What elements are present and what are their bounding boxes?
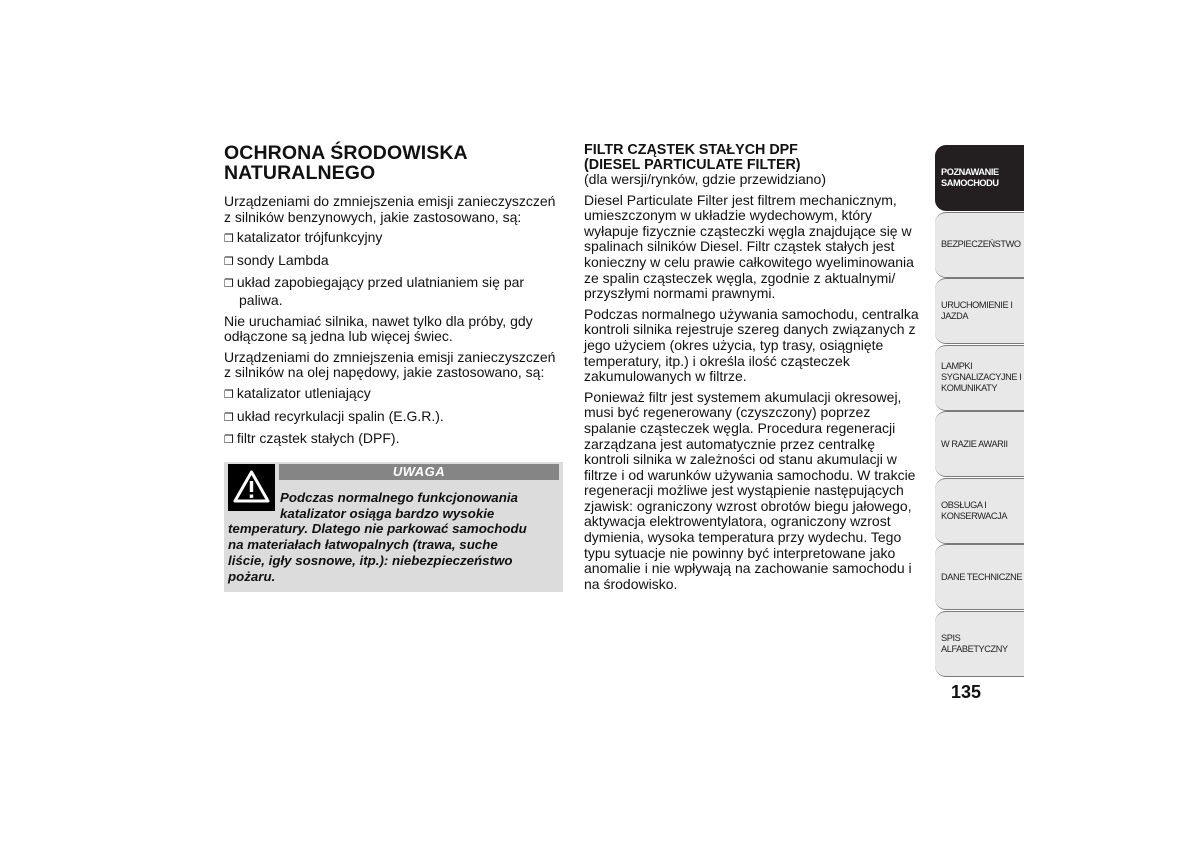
tab-poznawanie-samochodu[interactable]: POZNAWANIE SAMOCHODU bbox=[935, 145, 1024, 211]
warning-header: UWAGA bbox=[279, 464, 559, 480]
list-item: ❒ katalizator trójfunkcyjny bbox=[224, 229, 383, 246]
checkbox-bullet-icon: ❒ bbox=[224, 388, 234, 401]
tab-dane-techniczne[interactable]: DANE TECHNICZNE bbox=[935, 544, 1024, 610]
diesel-list bbox=[224, 386, 564, 449]
tab-lampki-sygnalizacyjne[interactable]: LAMPKI SYGNALIZACYJNE I KOMUNIKATY bbox=[935, 345, 1024, 411]
section-title-dpf: FILTR CZĄSTEK STAŁYCH DPF (DIESEL PARTICULATE FILTER) bbox=[584, 142, 801, 173]
tab-w-razie-awarii[interactable]: W RAZIE AWARII bbox=[935, 411, 1024, 477]
page-number: 135 bbox=[951, 682, 982, 702]
tab-bezpieczenstwo[interactable]: BEZPIECZEŃSTWO bbox=[935, 212, 1024, 278]
warning-box bbox=[224, 462, 563, 592]
section-title-environment: OCHRONA ŚRODOWISKA NATURALNEGO bbox=[224, 142, 468, 184]
intro-petrol: Urządzeniami do zmniejszenia emisji zanieczyszczeń z silników benzynowych, jakie zastosowano, są: bbox=[224, 193, 556, 225]
checkbox-bullet-icon: ❒ bbox=[224, 434, 234, 447]
checkbox-bullet-icon: ❒ bbox=[224, 278, 234, 291]
dpf-paragraph: Podczas normalnego używania samochodu, centralka kontroli silnika rejestruje szereg danych związanych z jego użyciem (okres użycia, typ trasy, osiągnięte temperatury, itp.) i określa ilość cząsteczek zakumulowanych w filtrze. bbox=[584, 305, 919, 385]
chapter-tabs bbox=[935, 145, 1024, 677]
warning-text: Podczas normalnego funkcjonowania katalizator osiąga bardzo wysokie temperatury. Dlatego nie parkować samochodu na materiałach łatwopalnych (trawa, suche liście, igły sosnowe, itp.): niebezpieczeństwo pożaru. bbox=[228, 490, 527, 584]
intro-diesel: Urządzeniami do zmniejszenia emisji zanieczyszczeń z silników na olej napędowy, jakie zastosowano, są: bbox=[224, 348, 556, 381]
list-item: ❒ układ recyrkulacji spalin (E.G.R.). bbox=[224, 407, 444, 424]
dpf-paragraph: Ponieważ filtr jest systemem akumulacji okresowej, musi być regenerowany (czyszczony) poprzez spalanie cząsteczek węgla. Procedura regeneracji zarządzana jest automatycznie przez centralkę kontroli silnika w zależności od stanu akumulacji w filtrze i od warunków używania samochodu. W trakcie regeneracji możliwe jest wystąpienie następujących zjawisk: ograniczony wzrost obrotów biegu jałowego, aktywacja elektrowentylatora, ograniczony wzrost dymienia, wysoka temperatura przy wydechu. Tego typu sytuacje nie powinny być interpretowane jako anomalie i nie wpływają na zachowanie samochodu i na środowisko. bbox=[584, 388, 916, 592]
tab-obsluga-i-konserwacja[interactable]: OBSŁUGA I KONSERWACJA bbox=[935, 478, 1024, 544]
petrol-list bbox=[224, 230, 564, 308]
spark-plug-note: Nie uruchamiać silnika, nawet tylko dla próby, gdy odłączone są jedna lub więcej świec. bbox=[224, 312, 533, 345]
tab-uruchomienie-i-jazda[interactable]: URUCHOMIENIE I JAZDA bbox=[935, 278, 1024, 344]
checkbox-bullet-icon: ❒ bbox=[224, 233, 234, 246]
right-column bbox=[584, 143, 924, 597]
checkbox-bullet-icon: ❒ bbox=[224, 255, 234, 268]
checkbox-bullet-icon: ❒ bbox=[224, 411, 234, 424]
list-item: ❒ układ zapobiegający przed ulatnianiem się par paliwa. bbox=[224, 274, 525, 308]
tab-spis-alfabetyczny[interactable]: SPIS ALFABETYCZNY bbox=[935, 611, 1024, 677]
left-column bbox=[224, 143, 564, 454]
list-item: ❒ katalizator utleniający bbox=[224, 384, 371, 401]
dpf-subtitle: (dla wersji/rynków, gdzie przewidziano) bbox=[584, 171, 826, 187]
list-item: ❒ filtr cząstek stałych (DPF). bbox=[224, 430, 400, 447]
dpf-paragraph: Diesel Particulate Filter jest filtrem mechanicznym, umieszczonym w układzie wydechowym, który wyłapuje fizycznie cząsteczki węgla znajdujące się w spalinach silników Diesel. Filtr cząstek stałych jest konieczny w celu prawie całkowitego wyeliminowania ze spalin cząsteczek węgla, zgodnie z aktualnymi/ przyszłymi normami prawnymi. bbox=[584, 191, 914, 302]
list-item: ❒ sondy Lambda bbox=[224, 251, 329, 268]
